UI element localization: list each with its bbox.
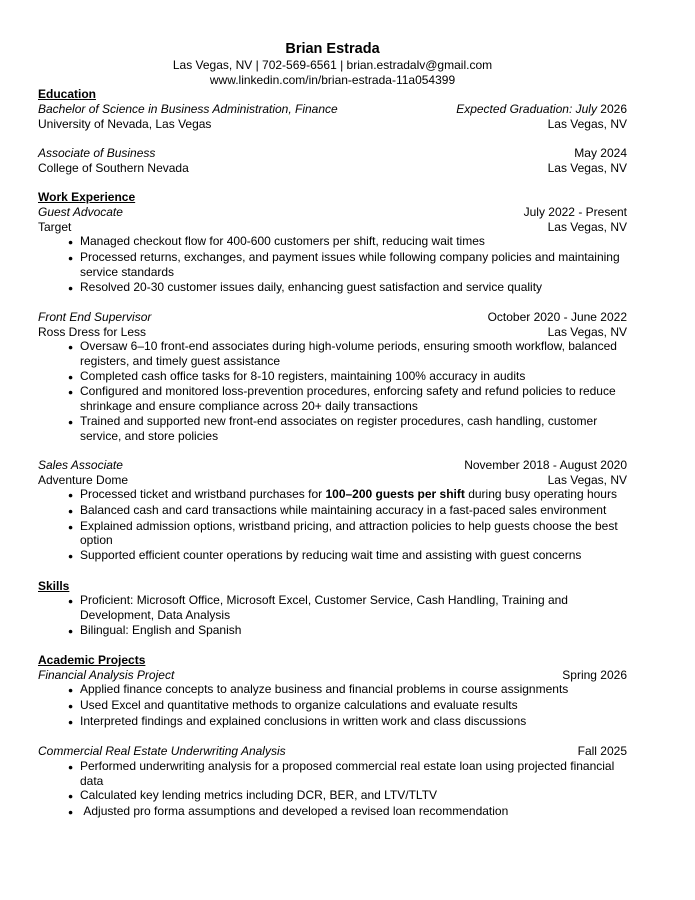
blank-line xyxy=(38,443,627,458)
job-location: Las Vegas, NV xyxy=(547,472,627,487)
job-title: Guest Advocate xyxy=(38,205,123,219)
job-dates: November 2018 - August 2020 xyxy=(464,457,627,472)
job-title: Front End Supervisor xyxy=(38,309,152,324)
blank-line xyxy=(38,295,627,310)
bullet-marker xyxy=(68,384,80,413)
blank-line xyxy=(38,132,627,147)
bullet-item: ● Processed returns, exchanges, and payment issues while following company policies and maintaining service standards xyxy=(38,250,627,279)
job-dates: October 2020 - June 2022 xyxy=(487,309,627,324)
graduation-date: May 2024 xyxy=(574,146,627,161)
school-location: Las Vegas, NV xyxy=(547,116,627,131)
job-location: Las Vegas, NV xyxy=(547,324,627,339)
bullet-item: ● Proficient: Microsoft Office, Microsoft Excel, Customer Service, Cash Handling, Training and Development, Data Analysis xyxy=(38,593,627,622)
education-heading: Education xyxy=(38,87,97,102)
bullet-marker xyxy=(68,250,80,279)
section-education xyxy=(38,87,627,175)
linkedin-url: www.linkedin.com/in/brian-estrada-11a054399 xyxy=(209,72,456,87)
bullet-item: ● Managed checkout flow for 400-600 customers per shift, reducing wait times xyxy=(38,234,627,250)
job-title: Sales Associate xyxy=(38,457,123,472)
bullet-marker xyxy=(68,519,80,548)
education-entry-org-row xyxy=(38,117,627,132)
bullet-item: ● Configured and monitored loss-prevention procedures, enforcing safety and refund policies to reduce shrinkage and ensure compliance across 20+ daily transactions xyxy=(38,384,627,413)
project-title: Commercial Real Estate Underwriting Analysis xyxy=(38,744,286,759)
bullet-marker xyxy=(68,487,80,503)
job-location: Las Vegas, NV xyxy=(547,219,627,234)
bullet-item: ● Applied finance concepts to analyze business and financial problems in course assignments xyxy=(38,682,627,698)
bullet-marker xyxy=(68,804,80,820)
bullet-marker xyxy=(68,623,80,639)
bullet-marker xyxy=(68,503,80,519)
bullet-marker xyxy=(68,414,80,443)
bullet-marker xyxy=(68,698,80,714)
job-dates: July 2022 - Present xyxy=(523,205,627,219)
bullet-marker xyxy=(68,714,80,730)
bullet-marker xyxy=(68,548,80,564)
school-name: University of Nevada, Las Vegas xyxy=(38,116,212,131)
bullet-item: ● Interpreted findings and explained conclusions in written work and class discussions xyxy=(38,714,627,730)
bullet-item: ● Calculated key lending metrics including DCR, BER, and LTV/TLTV xyxy=(38,788,627,804)
section-work-experience xyxy=(38,190,627,564)
person-name: Brian Estrada xyxy=(285,41,380,57)
school-location: Las Vegas, NV xyxy=(547,160,627,175)
bullet-item: ● Balanced cash and card transactions while maintaining accuracy in a fast-paced sales environment xyxy=(38,503,627,519)
project-entry xyxy=(38,744,627,820)
work-experience-heading: Work Experience xyxy=(38,190,136,205)
bullet-marker xyxy=(68,593,80,622)
project-title: Financial Analysis Project xyxy=(38,667,175,682)
blank-line xyxy=(38,176,627,191)
bullet-item: ● Trained and supported new front-end associates on register procedures, cash handling, customer service, and store policies xyxy=(38,414,627,443)
project-entry xyxy=(38,668,627,730)
employer-name: Ross Dress for Less xyxy=(38,324,147,339)
bullet-item: ● Oversaw 6–10 front-end associates during high-volume periods, ensuring smooth workflow, balanced registers, and timely guest assistance xyxy=(38,339,627,368)
bullet-item: ● Explained admission options, wristband pricing, and attraction policies to help guests choose the best option xyxy=(38,519,627,548)
bullet-marker xyxy=(68,369,80,385)
blank-line xyxy=(38,730,627,745)
section-skills xyxy=(38,579,627,639)
bullet-item: ● Completed cash office tasks for 8-10 registers, maintaining 100% accuracy in audits xyxy=(38,369,627,385)
job-entry xyxy=(38,205,627,295)
graduation-date: Expected Graduation: July 2026 xyxy=(456,102,627,117)
school-name: College of Southern Nevada xyxy=(38,160,189,175)
bullet-item: ● Performed underwriting analysis for a proposed commercial real estate loan using projected financial data xyxy=(38,759,627,788)
skills-heading: Skills xyxy=(38,578,70,593)
bullet-item: ● Processed ticket and wristband purchases for 100–200 guests per shift during busy operating hours xyxy=(38,487,627,503)
bullet-item: ● Supported efficient counter operations by reducing wait time and assisting with guest concerns xyxy=(38,548,627,564)
contact-line: Las Vegas, NV | 702-569-6561 | brian.estradalv@gmail.com xyxy=(172,58,493,72)
bullet-item: ● Used Excel and quantitative methods to organize calculations and evaluate results xyxy=(38,698,627,714)
section-academic-projects xyxy=(38,653,627,820)
bullet-item: ● Adjusted pro forma assumptions and developed a revised loan recommendation xyxy=(38,804,627,820)
degree-title: Bachelor of Science in Business Administration, Finance xyxy=(38,102,338,117)
blank-line xyxy=(38,564,627,579)
education-entry-org-row xyxy=(38,161,627,176)
education-entry-title-row xyxy=(38,146,627,161)
academic-projects-heading: Academic Projects xyxy=(38,653,146,668)
project-date: Fall 2025 xyxy=(577,744,627,759)
bullet-item: ● Resolved 20-30 customer issues daily, enhancing guest satisfaction and service quality xyxy=(38,280,627,296)
bullet-marker xyxy=(68,339,80,368)
document-body xyxy=(38,41,627,820)
bullet-marker xyxy=(68,682,80,698)
bold-highlight: 100–200 guests per shift xyxy=(325,487,465,502)
job-entry xyxy=(38,458,627,564)
education-entry-title-row xyxy=(38,102,627,117)
blank-line xyxy=(38,638,627,653)
employer-name: Adventure Dome xyxy=(38,472,129,487)
degree-title: Associate of Business xyxy=(38,146,156,161)
project-date: Spring 2026 xyxy=(562,667,627,682)
bullet-marker xyxy=(68,759,80,788)
bullet-marker xyxy=(68,788,80,804)
job-entry xyxy=(38,310,627,443)
employer-name: Target xyxy=(38,219,72,234)
bullet-marker xyxy=(68,234,80,250)
bullet-marker xyxy=(68,280,80,296)
bullet-item: ● Bilingual: English and Spanish xyxy=(38,623,627,639)
